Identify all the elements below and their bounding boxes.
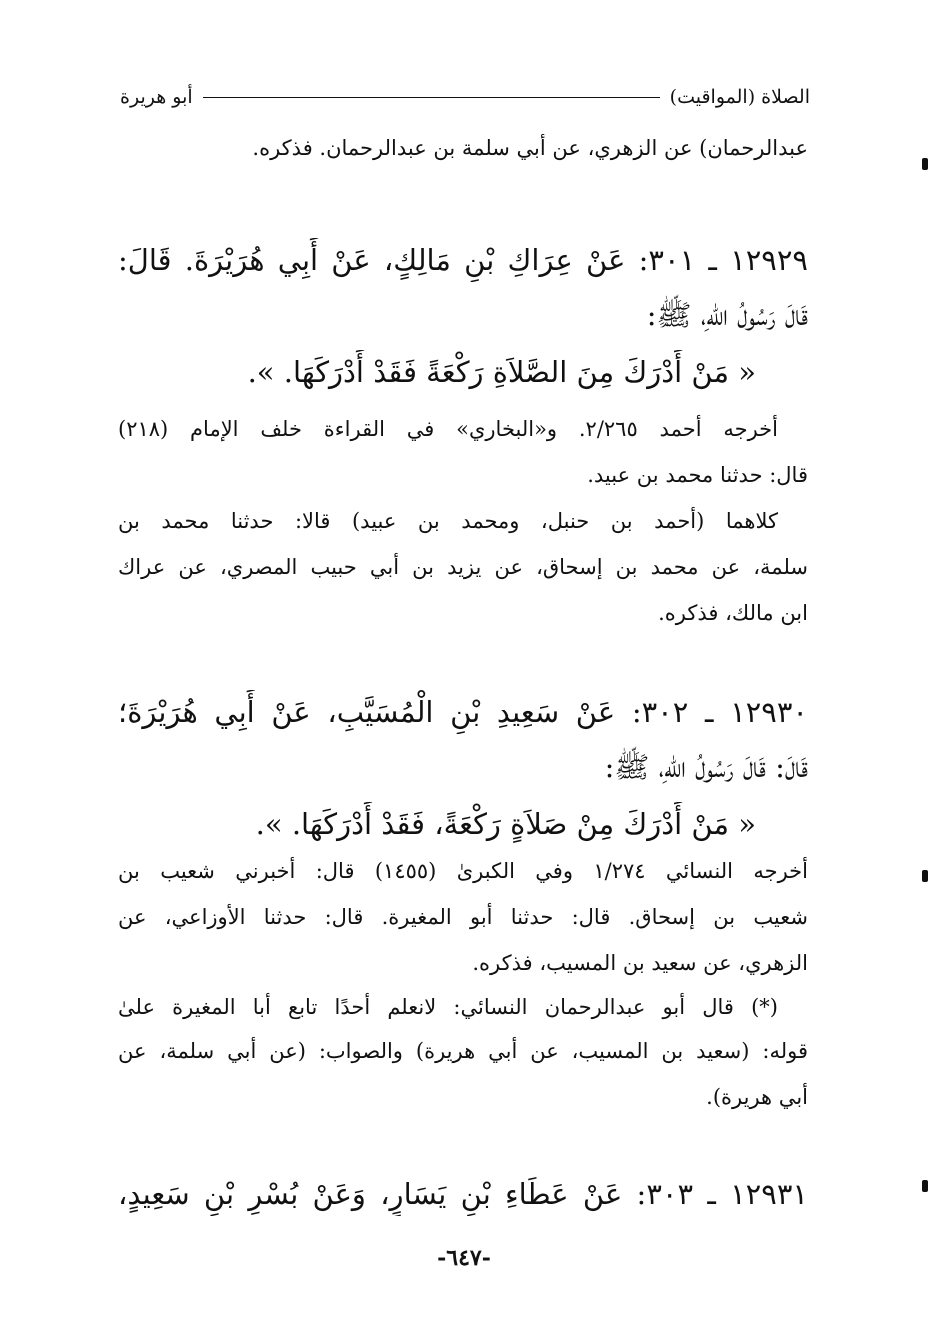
hadith-2-note-line-1: (*) قال أبو عبدالرحمان النسائي: لانعلم أحدًا تابع أبا المغيرة علىٰ <box>118 995 778 1019</box>
scan-edge-mark <box>922 870 928 882</box>
hadith-2-line-3: « مَنْ أَدْرَكَ مِنْ صَلاَةٍ رَكْعَةً، فَقَدْ أَدْرَكَهَا. ». <box>255 807 756 841</box>
page-number: -٦٤٧- <box>437 1245 491 1271</box>
hadith-1-line-2: قَالَ رَسُولُ اللهِ، ﷺ: <box>646 298 808 332</box>
running-header <box>120 82 810 112</box>
hadith-1-takhrij-line-2: قال: حدثنا محمد بن عبيد. <box>587 463 808 487</box>
chapter-title: الصلاة (المواقيت) <box>669 86 810 108</box>
hadith-2-takhrij-line-3: الزهري، عن سعيد بن المسيب، فذكره. <box>472 951 808 975</box>
hadith-2-note-line-3: أبي هريرة). <box>706 1085 808 1109</box>
hadith-1-takhrij-line-5: ابن مالك، فذكره. <box>658 601 808 625</box>
hadith-1-line-1: ١٢٩٢٩ ـ ٣٠١: عَنْ عِرَاكِ بْنِ مَالِكٍ، عَنْ أَبِي هُرَيْرَةَ. قَالَ: <box>118 243 808 277</box>
scan-edge-mark <box>922 1180 928 1192</box>
hadith-2-note-line-2: قوله: (سعيد بن المسيب، عن أبي هريرة) والصواب: (عن أبي سلمة، عن <box>118 1039 808 1063</box>
header-rule <box>203 97 660 98</box>
narrator-title: أبو هريرة <box>120 86 193 108</box>
hadith-2-takhrij-line-2: شعيب بن إسحاق. قال: حدثنا أبو المغيرة. قال: حدثنا الأوزاعي، عن <box>118 905 808 929</box>
hadith-2-line-1: ١٢٩٣٠ ـ ٣٠٢: عَنْ سَعِيدِ بْنِ الْمُسَيَّبِ، عَنْ أَبِي هُرَيْرَةَ؛ <box>118 695 808 729</box>
hadith-1-takhrij-line-1: أخرجه أحمد ٢/٢٦٥. و«البخاري» في القراءة خلف الإمام (٢١٨) <box>118 417 778 441</box>
hadith-1-takhrij-line-4: سلمة، عن محمد بن إسحاق، عن يزيد بن أبي حبيب المصري، عن عراك <box>118 555 808 579</box>
hadith-1-takhrij-line-3: كلاهما (أحمد بن حنبل، ومحمد بن عبيد) قالا: حدثنا محمد بن <box>118 509 778 533</box>
intro-line: عبدالرحمان) عن الزهري، عن أبي سلمة بن عبدالرحمان. فذكره. <box>252 136 808 160</box>
hadith-1-line-3: « مَنْ أَدْرَكَ مِنَ الصَّلاَةِ رَكْعَةً فَقَدْ أَدْرَكَهَا. ». <box>247 355 756 389</box>
hadith-2-takhrij-line-1: أخرجه النسائي ١/٢٧٤ وفي الكبرىٰ (١٤٥٥) قال: أخبرني شعيب بن <box>118 859 808 883</box>
hadith-2-line-2: قَالَ: قَالَ رَسُولُ اللهِ، ﷺ: <box>604 750 808 784</box>
scan-edge-mark <box>922 158 928 170</box>
hadith-3-line-1: ١٢٩٣١ ـ ٣٠٣: عَنْ عَطَاءِ بْنِ يَسَارٍ، وَعَنْ بُسْرِ بْنِ سَعِيدٍ، <box>118 1177 808 1211</box>
